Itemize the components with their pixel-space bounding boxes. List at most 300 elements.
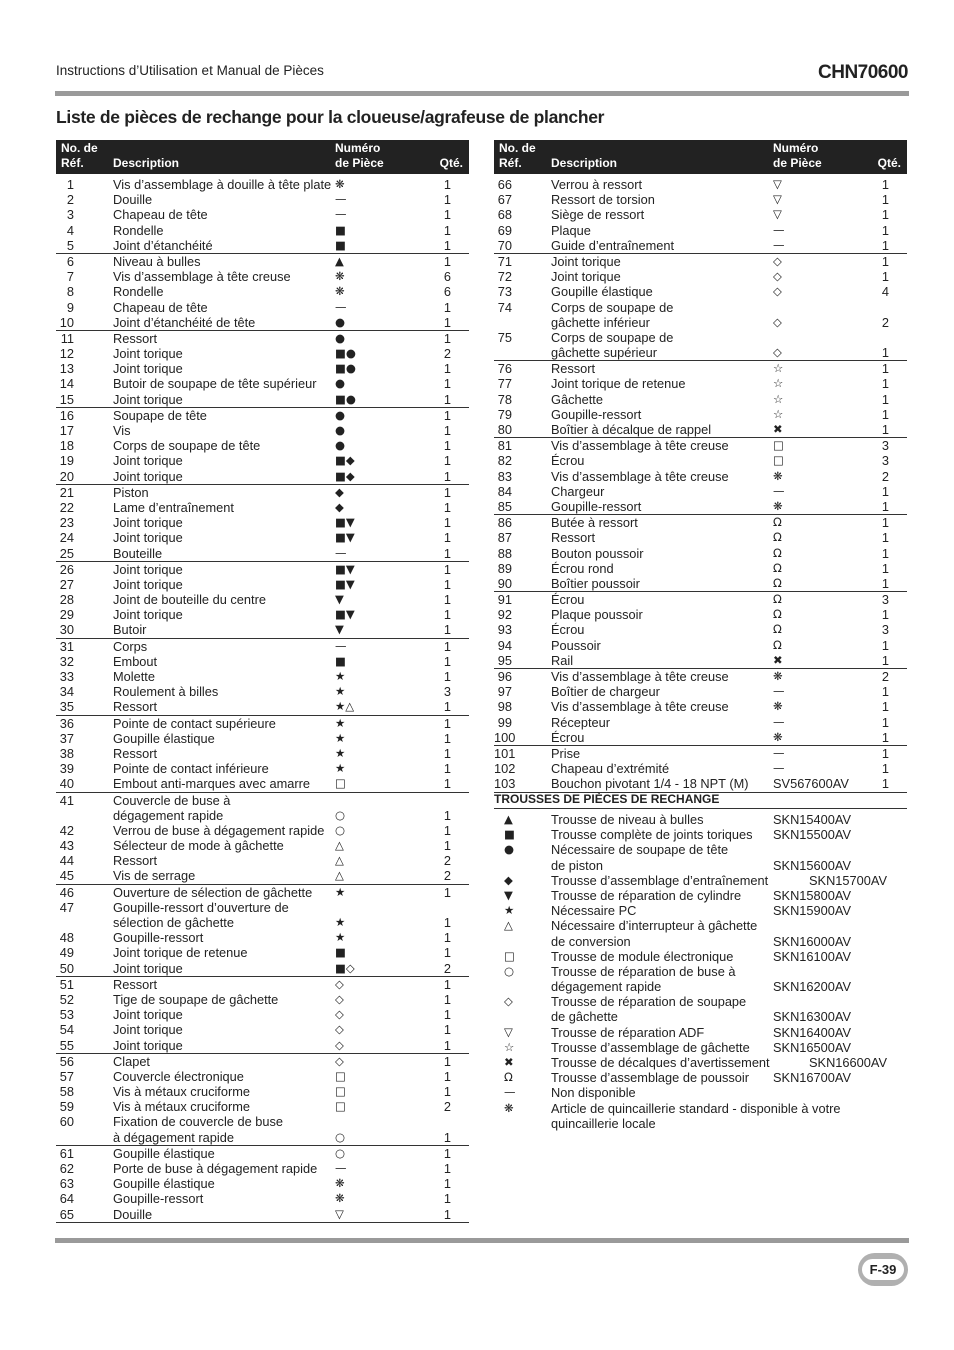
ref-number: 65: [59, 1206, 74, 1222]
kit-symbol: ▼: [335, 622, 344, 637]
kit-symbol: ✖: [504, 1055, 514, 1069]
ref-number: 103: [494, 776, 516, 792]
part-description: Butoir: [113, 622, 147, 638]
ref-number: 85: [497, 498, 512, 514]
quantity: 1: [881, 269, 889, 285]
ref-number: 37: [59, 730, 74, 746]
table-row: [494, 238, 907, 253]
kit-description: Trousse d’assemblage de poussoir: [551, 1070, 749, 1086]
part-description: dégagement rapide: [113, 807, 224, 823]
quantity: 1: [443, 423, 451, 438]
kit-row: [494, 979, 907, 994]
kit-row: [494, 1040, 907, 1055]
part-description: Écrou: [551, 592, 585, 608]
part-description: Vis d’assemblage à tête creuse: [551, 438, 729, 454]
part-description: Vis à métaux cruciforme: [113, 1099, 251, 1115]
part-description: Butée à ressort: [551, 515, 638, 531]
table-row: [56, 961, 469, 976]
ref-number: 13: [59, 361, 74, 377]
ref-number: 76: [497, 361, 512, 377]
table-row: [56, 562, 469, 577]
ref-number: 1: [66, 177, 74, 192]
part-description: Joint torique: [113, 607, 183, 623]
part-description: Goupille élastique: [113, 1145, 215, 1161]
kit-symbol: —: [773, 237, 785, 252]
part-description: Corps de soupape de: [551, 299, 674, 315]
quantity: 1: [443, 530, 451, 546]
quantity: 1: [881, 222, 889, 238]
part-description: Goupille élastique: [551, 284, 653, 300]
ref-number: 34: [59, 684, 74, 700]
kit-description: de gâchette: [551, 1009, 618, 1025]
quantity: 1: [443, 715, 451, 731]
kit-row: [494, 827, 907, 842]
ref-number: 56: [59, 1053, 74, 1069]
quantity: 1: [881, 422, 889, 437]
part-description: Ressort: [113, 699, 158, 715]
table-row: [494, 345, 907, 360]
row-group: [494, 438, 907, 515]
ref-number: 98: [497, 699, 512, 715]
quantity: 1: [443, 745, 451, 761]
kit-symbol: ■◆: [335, 468, 355, 483]
quantity: 1: [443, 468, 451, 484]
ref-number: 42: [59, 822, 74, 838]
table-row: [56, 639, 469, 654]
kit-symbol: Ω: [773, 592, 782, 607]
part-description: sélection de gâchette: [113, 915, 234, 930]
part-description: Douille: [113, 1206, 153, 1222]
row-group: [494, 254, 907, 361]
kit-row: [494, 1116, 907, 1131]
ref-number: 23: [59, 515, 74, 531]
ref-number: 63: [59, 1176, 74, 1192]
quantity: 1: [881, 714, 889, 730]
part-description: Prise: [551, 745, 581, 761]
table-row: [56, 761, 469, 776]
ref-number: 27: [59, 576, 74, 592]
kit-symbol: □: [773, 453, 784, 468]
quantity: 1: [443, 1007, 451, 1023]
kit-symbol: ■▼: [335, 607, 355, 622]
kit-row: [494, 888, 907, 903]
quantity: 1: [443, 177, 451, 192]
page-number-badge: [858, 1253, 908, 1286]
kit-symbol: Ω: [773, 622, 782, 637]
quantity: 1: [443, 1176, 451, 1192]
quantity: 3: [881, 592, 889, 608]
row-group: [494, 177, 907, 254]
kit-description: Nécessaire d’interrupteur à gâchette: [551, 918, 758, 934]
table-row: [494, 269, 907, 284]
ref-number: 74: [497, 299, 512, 315]
kit-symbol: ❋: [773, 699, 783, 714]
part-description: Piston: [113, 484, 149, 500]
kit-symbol: △: [335, 853, 344, 868]
part-number: SV567600AV: [773, 776, 849, 792]
row-group: [494, 746, 907, 793]
kit-symbol: □: [335, 776, 346, 791]
kit-part-number: SKN16100AV: [773, 948, 852, 964]
kit-symbol: ◇: [773, 253, 782, 268]
kit-symbol: ◇: [335, 1007, 344, 1022]
quantity: 1: [443, 1084, 451, 1100]
table-row: [56, 331, 469, 346]
ref-number: 83: [497, 468, 512, 484]
kit-description: Trousse d’assemblage de gâchette: [551, 1039, 750, 1055]
quantity: 1: [443, 1022, 451, 1038]
part-description: Ressort de torsion: [551, 192, 655, 208]
kit-symbol: Ω: [773, 515, 782, 530]
ref-number: 59: [59, 1099, 74, 1115]
top-rule: [55, 91, 909, 96]
kit-symbol: ❋: [335, 1176, 345, 1191]
kit-part-number: SKN16300AV: [773, 1009, 852, 1025]
kit-symbol: ●: [335, 330, 346, 345]
kit-symbol: ■●: [335, 391, 356, 406]
page-title: Liste de pièces de rechange pour la cloueuse/agrafeuse de plancher: [56, 107, 605, 127]
quantity: 2: [443, 346, 451, 362]
ref-number: 58: [59, 1084, 74, 1100]
kit-description: Trousse d’assemblage d’entraînement: [551, 872, 769, 888]
part-description: Clapet: [113, 1053, 150, 1069]
kit-symbol: Ω: [773, 575, 782, 590]
table-row: [494, 407, 907, 422]
part-description: Ressort: [113, 330, 158, 346]
part-description: Vis de serrage: [113, 868, 196, 884]
kit-row: [494, 1070, 907, 1085]
table-row: [494, 746, 907, 761]
quantity: 1: [443, 299, 451, 315]
kit-symbol: □: [335, 1084, 346, 1099]
ref-number: 46: [59, 884, 74, 900]
table-row: [56, 654, 469, 669]
quantity: 1: [443, 1053, 451, 1069]
ref-number: 32: [59, 653, 74, 669]
ref-number: 70: [497, 237, 512, 253]
table-row: [494, 315, 907, 330]
kit-row: [494, 1055, 907, 1070]
table-row: [494, 576, 907, 591]
kit-part-number: SKN16400AV: [773, 1024, 852, 1040]
table-row: [56, 746, 469, 761]
kit-part-number: SKN15400AV: [773, 812, 852, 827]
ref-number: 80: [497, 422, 512, 437]
kit-symbol: ✖: [773, 652, 783, 667]
ref-number: 87: [497, 530, 512, 546]
kit-symbol: ■◇: [335, 960, 355, 975]
table-row: [56, 300, 469, 315]
part-description: Vis à métaux cruciforme: [113, 1084, 251, 1100]
part-description: Plaque poussoir: [551, 607, 643, 623]
kit-symbol: ◇: [773, 269, 782, 284]
part-description: Goupille élastique: [113, 1176, 215, 1192]
ref-number: 55: [59, 1037, 74, 1053]
ref-number: 44: [59, 853, 74, 869]
kit-symbol: ●: [335, 314, 346, 329]
ref-number: 51: [59, 976, 74, 992]
kit-description: Article de quincaillerie standard - disponible à votre: [551, 1100, 841, 1116]
ref-number: 38: [59, 745, 74, 761]
row-group: [56, 793, 469, 885]
table-row: [56, 1054, 469, 1069]
table-row: [56, 361, 469, 376]
row-group: [56, 885, 469, 977]
kit-symbol: ●: [504, 842, 515, 857]
table-row: [494, 669, 907, 684]
part-description: Ressort: [551, 530, 596, 546]
ref-number: 26: [59, 561, 74, 577]
part-description: Poussoir: [551, 637, 601, 653]
quantity: 1: [443, 376, 451, 392]
kit-symbol: ✖: [773, 422, 783, 436]
kit-symbol: ❋: [335, 1191, 345, 1206]
ref-number: 66: [497, 177, 512, 192]
kit-symbol: ◇: [504, 994, 513, 1009]
kit-symbol: ☆: [773, 361, 784, 376]
table-row: [56, 915, 469, 930]
table-row: [494, 761, 907, 776]
part-description: Butoir de soupape de tête supérieur: [113, 376, 317, 392]
table-row: [494, 453, 907, 468]
part-description: Boîtier de chargeur: [551, 684, 660, 700]
kit-symbol: ■: [335, 945, 346, 960]
ref-number: 68: [497, 207, 512, 223]
part-description: Niveau à bulles: [113, 253, 201, 269]
ref-number: 17: [59, 423, 74, 438]
part-description: Écrou rond: [551, 560, 614, 576]
quantity: 1: [881, 652, 889, 668]
kit-symbol: —: [773, 684, 785, 699]
table-row: [56, 1007, 469, 1022]
kit-symbol: ◇: [773, 345, 782, 360]
table-row: [494, 715, 907, 730]
ref-number: 28: [59, 592, 74, 608]
kit-symbol: Ω: [773, 637, 782, 652]
parts-table-left: [56, 140, 469, 1223]
quantity: 2: [443, 960, 451, 976]
part-description: Rondelle: [113, 222, 164, 238]
table-row: [56, 192, 469, 207]
row-group: [56, 177, 469, 254]
ref-number: 11: [60, 330, 74, 346]
ref-number: 48: [59, 930, 74, 946]
kit-symbol: ★: [335, 669, 346, 683]
kit-symbol: △: [335, 868, 344, 883]
kit-description: Trousse de réparation de cylindre: [551, 887, 742, 903]
ref-number: 61: [59, 1145, 74, 1161]
ref-number: 14: [59, 376, 74, 392]
quantity: 1: [881, 729, 889, 745]
part-description: Pointe de contact supérieure: [113, 715, 276, 731]
part-description: Vis d’assemblage à tête creuse: [113, 269, 291, 285]
kit-symbol: ❋: [773, 729, 783, 744]
kit-symbol: —: [773, 483, 785, 498]
ref-number: 35: [59, 699, 74, 715]
ref-number: 102: [494, 761, 516, 777]
part-description: Vis d’assemblage à tête creuse: [551, 669, 729, 684]
quantity: 1: [881, 515, 889, 531]
ref-number: 49: [59, 945, 74, 961]
part-description: Récepteur: [551, 714, 611, 730]
part-description: Chargeur: [551, 483, 605, 499]
ref-number: 20: [59, 468, 74, 484]
part-description: Sélecteur de mode à gâchette: [113, 838, 284, 854]
kit-symbol: ●: [335, 407, 346, 422]
table-row: [56, 1176, 469, 1191]
table-row: [56, 346, 469, 361]
quantity: 2: [881, 468, 889, 484]
part-description: Joint torique: [113, 391, 183, 407]
kit-symbol: —: [504, 1085, 516, 1100]
kit-description: Trousse de réparation de buse à: [551, 963, 736, 979]
row-group: [56, 485, 469, 562]
kit-symbol: ▼: [504, 887, 513, 902]
part-description: Guide d’entraînement: [551, 237, 675, 253]
ref-number: 97: [497, 684, 512, 700]
kit-part-number: SKN16500AV: [773, 1039, 852, 1055]
table-row: [56, 1191, 469, 1206]
kit-symbol: ●: [335, 438, 346, 453]
col-description: Description: [113, 156, 180, 170]
kit-symbol: ◇: [773, 284, 782, 299]
quantity: 1: [443, 915, 451, 930]
quantity: 2: [443, 868, 451, 884]
part-description: Écrou: [551, 453, 585, 469]
ref-number: 5: [66, 237, 74, 253]
quantity: 2: [443, 853, 451, 869]
quantity: 1: [443, 407, 451, 423]
table-row: [56, 284, 469, 299]
row-group: [56, 1054, 469, 1146]
part-description: Joint de bouteille du centre: [113, 592, 266, 608]
part-description: Molette: [113, 669, 155, 684]
kit-symbol: ■: [335, 237, 346, 252]
table-row: [494, 223, 907, 238]
part-description: Goupille-ressort: [113, 1191, 204, 1207]
ref-number: 84: [497, 483, 512, 499]
ref-number: 10: [59, 314, 74, 330]
part-description: Joint torique: [113, 515, 183, 531]
part-description: Embout anti-marques avec amarre: [113, 776, 311, 792]
page-number: F-39: [862, 1259, 905, 1280]
kit-symbol: —: [335, 192, 347, 207]
ref-number: 64: [59, 1191, 74, 1207]
table-row: [494, 730, 907, 745]
part-description: Siège de ressort: [551, 207, 645, 223]
part-description: à dégagement rapide: [113, 1129, 234, 1145]
table-row: [56, 269, 469, 284]
row-group: [56, 977, 469, 1054]
table-row: [494, 530, 907, 545]
table-row: [56, 223, 469, 238]
kit-symbol: ★: [335, 745, 346, 760]
table-row: [56, 1084, 469, 1099]
part-description: Joint d’étanchéité: [113, 237, 213, 253]
row-group: [56, 254, 469, 331]
table-row: [494, 622, 907, 637]
ref-number: 79: [497, 406, 512, 422]
quantity: 1: [443, 1206, 451, 1222]
part-description: Joint torique: [551, 269, 621, 285]
col-qty: Qté.: [439, 156, 463, 170]
ref-number: 54: [59, 1022, 74, 1038]
table-header: [56, 140, 469, 174]
col-part-number: Numéro de Pièce: [335, 141, 384, 170]
part-description: Gâchette: [551, 391, 603, 407]
quantity: 1: [881, 761, 889, 777]
table-row: [56, 469, 469, 484]
row-group: [56, 639, 469, 716]
table-row: [56, 423, 469, 438]
ref-number: 78: [497, 391, 512, 407]
ref-number: 93: [497, 622, 512, 638]
kit-part-number: SKN16700AV: [773, 1070, 852, 1086]
kit-symbol: ❋: [773, 468, 783, 483]
part-description: Écrou: [551, 622, 585, 638]
kit-symbol: □: [335, 1099, 346, 1114]
ref-number: 19: [59, 453, 74, 469]
kit-symbol: ★△: [335, 699, 355, 714]
quantity: 1: [443, 976, 451, 992]
manual-title: Instructions d’Utilisation et Manual de Pièces: [56, 63, 324, 78]
ref-number: 75: [497, 329, 512, 345]
part-description: Couvercle de buse à: [113, 792, 231, 808]
kit-symbol: —: [335, 1161, 347, 1175]
quantity: 1: [443, 561, 451, 577]
ref-number: 21: [59, 484, 74, 500]
ref-number: 88: [497, 545, 512, 561]
kit-symbol: —: [773, 222, 785, 237]
col-ref: No. de Réf.: [61, 141, 98, 170]
kit-description: quincaillerie locale: [551, 1115, 656, 1131]
table-row: [56, 945, 469, 960]
kit-part-number: SKN16600AV: [809, 1055, 888, 1070]
row-group: [56, 331, 469, 408]
kit-description: Trousse complète de joints toriques: [551, 827, 753, 843]
table-row: [56, 930, 469, 945]
kit-part-number: SKN15500AV: [773, 827, 852, 843]
part-description: Joint torique: [113, 453, 183, 469]
table-row: [56, 546, 469, 561]
kit-symbol: —: [335, 299, 347, 314]
part-description: Soupape de tête: [113, 407, 207, 423]
kit-symbol: ■▼: [335, 515, 355, 530]
kit-symbol: ❋: [773, 498, 783, 513]
ref-number: 4: [66, 222, 74, 238]
kit-row: [494, 858, 907, 873]
quantity: 1: [443, 838, 451, 854]
kit-description: dégagement rapide: [551, 979, 662, 995]
table-header: [494, 140, 907, 174]
kit-symbol: ▲: [335, 253, 344, 268]
ref-number: 9: [66, 299, 74, 315]
quantity: 1: [443, 761, 451, 777]
kit-symbol: ❋: [335, 177, 345, 191]
kit-symbol: ★: [504, 903, 515, 918]
ref-number: 89: [497, 560, 512, 576]
part-description: Joint torique de retenue: [113, 945, 248, 961]
table-row: [494, 653, 907, 668]
part-description: Porte de buse à dégagement rapide: [113, 1161, 318, 1176]
part-description: Joint torique: [113, 960, 183, 976]
ref-number: 31: [59, 638, 74, 654]
quantity: 1: [881, 498, 889, 514]
kit-symbol: ▽: [335, 1206, 344, 1221]
table-row: [56, 485, 469, 500]
kit-symbol: ◇: [335, 1022, 344, 1037]
part-description: Goupille-ressort: [551, 406, 642, 422]
